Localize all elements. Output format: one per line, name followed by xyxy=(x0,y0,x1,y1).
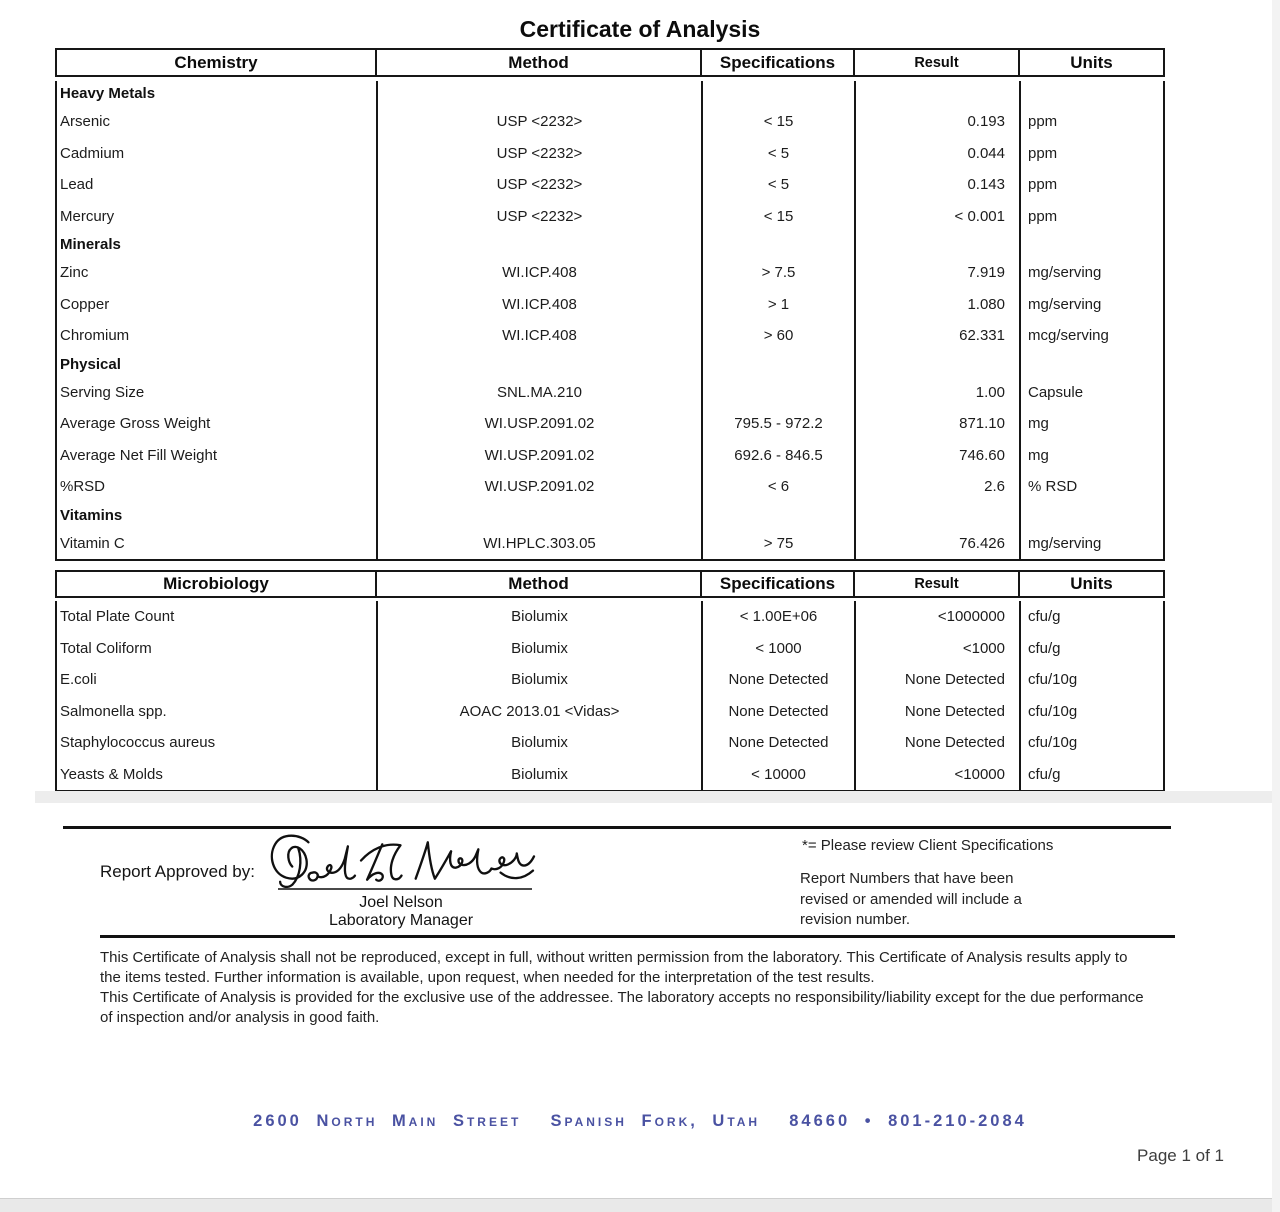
analyte-row xyxy=(57,528,1163,560)
result-cell: < 0.001 xyxy=(855,201,1020,233)
signature-line xyxy=(278,888,532,890)
result-cell: None Detected xyxy=(855,664,1020,696)
column-header-units: Units xyxy=(1070,574,1113,593)
method-cell: WI.HPLC.303.05 xyxy=(377,528,702,560)
chemistry-table xyxy=(57,81,1163,559)
analyte-cell: Average Net Fill Weight xyxy=(57,440,377,472)
result-cell xyxy=(855,503,1020,528)
method-cell xyxy=(377,503,702,528)
analyte-row xyxy=(57,377,1163,409)
section-row xyxy=(57,503,1163,528)
method-cell: AOAC 2013.01 <Vidas> xyxy=(377,696,702,728)
result-cell: 7.919 xyxy=(855,257,1020,289)
specification-cell: 692.6 - 846.5 xyxy=(702,440,855,472)
analyte-cell: Lead xyxy=(57,169,377,201)
analyte-cell: Yeasts & Molds xyxy=(57,759,377,791)
specification-cell: None Detected xyxy=(702,664,855,696)
analyte-cell: Copper xyxy=(57,289,377,321)
page-number: Page 1 of 1 xyxy=(1137,1146,1224,1165)
analyte-cell: %RSD xyxy=(57,471,377,503)
specification-cell xyxy=(702,232,855,257)
result-cell: 871.10 xyxy=(855,408,1020,440)
method-cell: WI.ICP.408 xyxy=(377,257,702,289)
units-cell: Capsule xyxy=(1028,383,1084,401)
method-cell: USP <2232> xyxy=(377,201,702,233)
analyte-row xyxy=(57,696,1163,728)
method-cell xyxy=(377,232,702,257)
column-header-specifications: Specifications xyxy=(702,572,855,596)
result-cell: 746.60 xyxy=(855,440,1020,472)
page-title: Certificate of Analysis xyxy=(519,16,761,42)
specification-cell: < 5 xyxy=(702,138,855,170)
column-header-result: Result xyxy=(855,572,1020,596)
result-cell: None Detected xyxy=(855,696,1020,728)
analyte-row xyxy=(57,601,1163,633)
method-cell xyxy=(377,352,702,377)
units-cell: cfu/g xyxy=(1028,639,1061,657)
method-cell: SNL.MA.210 xyxy=(377,377,702,409)
section-row xyxy=(57,232,1163,257)
specification-cell xyxy=(702,352,855,377)
units-cell: mg xyxy=(1028,415,1049,433)
chemistry-table-body xyxy=(55,81,1165,561)
analyte-row xyxy=(57,289,1163,321)
analyte-row xyxy=(57,471,1163,503)
specification-cell: > 60 xyxy=(702,320,855,352)
method-cell: Biolumix xyxy=(377,727,702,759)
column-header-units: Units xyxy=(1070,52,1113,72)
analyte-row xyxy=(57,201,1163,233)
units-cell: cfu/10g xyxy=(1028,734,1078,752)
column-header-result: Result xyxy=(855,50,1020,75)
analyte-cell: Vitamin C xyxy=(57,528,377,560)
method-cell: WI.ICP.408 xyxy=(377,320,702,352)
analyte-row xyxy=(57,257,1163,289)
analyte-row xyxy=(57,106,1163,138)
disclaimer-paragraph-2: This Certificate of Analysis is provided for the exclusive use of the addressee. The laboratory accepts no responsibility/liability except for the due performance of inspection and/or analysis in good faith. xyxy=(100,989,1144,1026)
report-approved-label: Report Approved by: xyxy=(100,862,255,881)
analyte-cell: Average Gross Weight xyxy=(57,408,377,440)
analyte-cell: Salmonella spp. xyxy=(57,696,377,728)
result-cell xyxy=(855,352,1020,377)
units-cell xyxy=(1020,352,1163,377)
section-label: Vitamins xyxy=(57,503,377,528)
units-cell: ppm xyxy=(1028,144,1058,162)
method-cell: USP <2232> xyxy=(377,106,702,138)
result-cell: 2.6 xyxy=(855,471,1020,503)
specification-cell: < 15 xyxy=(702,106,855,138)
units-cell: ppm xyxy=(1028,207,1058,225)
result-cell xyxy=(855,232,1020,257)
analyte-row xyxy=(57,138,1163,170)
analyte-cell: Arsenic xyxy=(57,106,377,138)
microbiology-table-header xyxy=(55,570,1165,598)
column-header-method: Method xyxy=(377,50,702,75)
result-cell: 0.193 xyxy=(855,106,1020,138)
analyte-cell: Staphylococcus aureus xyxy=(57,727,377,759)
analyte-cell: E.coli xyxy=(57,664,377,696)
specification-cell xyxy=(702,377,855,409)
analyte-cell: Serving Size xyxy=(57,377,377,409)
column-header-specifications: Specifications xyxy=(702,50,855,75)
method-cell: WI.USP.2091.02 xyxy=(377,440,702,472)
analyte-row xyxy=(57,633,1163,665)
method-cell: Biolumix xyxy=(377,664,702,696)
units-cell: cfu/10g xyxy=(1028,671,1078,689)
analyte-row xyxy=(57,759,1163,791)
units-cell xyxy=(1020,81,1163,106)
disclaimer-paragraph-1: This Certificate of Analysis shall not be reproduced, except in full, without written permission from the laboratory. This Certificate of Analysis results apply to the items tested. Further information is available, upon request, when needed for the interpretation of the test results. xyxy=(100,949,1128,986)
result-cell xyxy=(855,81,1020,106)
result-cell: <1000000 xyxy=(855,601,1020,633)
analyte-cell: Chromium xyxy=(57,320,377,352)
method-cell: Biolumix xyxy=(377,601,702,633)
analyte-cell: Mercury xyxy=(57,201,377,233)
analyte-row xyxy=(57,408,1163,440)
units-cell: cfu/10g xyxy=(1028,702,1078,720)
analyte-row xyxy=(57,440,1163,472)
section-label: Minerals xyxy=(57,232,377,257)
specification-cell: < 5 xyxy=(702,169,855,201)
specification-cell: < 15 xyxy=(702,201,855,233)
lab-address-line: 2600 North Main Street Spanish Fork, Utah 84660 • 801-210-2084 xyxy=(253,1112,1027,1130)
result-cell: <10000 xyxy=(855,759,1020,791)
disclaimer-text xyxy=(100,948,1146,1028)
specification-cell: 795.5 - 972.2 xyxy=(702,408,855,440)
units-cell: mg/serving xyxy=(1028,295,1102,313)
specification-cell xyxy=(702,81,855,106)
column-header-chemistry: Chemistry xyxy=(57,50,377,75)
specification-cell: < 1.00E+06 xyxy=(702,601,855,633)
result-cell: 0.044 xyxy=(855,138,1020,170)
section-row xyxy=(57,81,1163,106)
section-label: Heavy Metals xyxy=(57,81,377,106)
chemistry-table-header xyxy=(55,48,1165,77)
result-cell: <1000 xyxy=(855,633,1020,665)
units-cell: mg/serving xyxy=(1028,534,1102,552)
method-cell xyxy=(377,81,702,106)
result-cell: 62.331 xyxy=(855,320,1020,352)
method-cell: USP <2232> xyxy=(377,138,702,170)
scan-shadow-band xyxy=(35,791,1280,803)
method-cell: WI.USP.2091.02 xyxy=(377,408,702,440)
microbiology-table xyxy=(57,601,1163,790)
specification-cell: < 6 xyxy=(702,471,855,503)
method-cell: WI.ICP.408 xyxy=(377,289,702,321)
result-cell: None Detected xyxy=(855,727,1020,759)
units-cell: mg xyxy=(1028,446,1049,464)
analyte-cell: Total Coliform xyxy=(57,633,377,665)
units-cell xyxy=(1020,503,1163,528)
section-label: Physical xyxy=(57,352,377,377)
analyte-row xyxy=(57,169,1163,201)
analyte-cell: Cadmium xyxy=(57,138,377,170)
analyte-row xyxy=(57,727,1163,759)
specification-cell: > 1 xyxy=(702,289,855,321)
analyte-row xyxy=(57,320,1163,352)
specification-cell: None Detected xyxy=(702,727,855,759)
result-cell: 0.143 xyxy=(855,169,1020,201)
result-cell: 1.00 xyxy=(855,377,1020,409)
revision-note: Report Numbers that have been revised or amended will include a revision number. xyxy=(800,870,1022,928)
column-header-method: Method xyxy=(377,572,702,596)
section-row xyxy=(57,352,1163,377)
page-right-edge xyxy=(1272,0,1280,1212)
analyte-cell: Zinc xyxy=(57,257,377,289)
units-cell: mg/serving xyxy=(1028,264,1102,282)
result-cell: 76.426 xyxy=(855,528,1020,560)
method-cell: USP <2232> xyxy=(377,169,702,201)
units-cell: ppm xyxy=(1028,176,1058,194)
units-cell: ppm xyxy=(1028,113,1058,131)
method-cell: Biolumix xyxy=(377,759,702,791)
units-cell: cfu/g xyxy=(1028,608,1061,626)
signature-image xyxy=(268,832,536,891)
signer-name: Joel Nelson xyxy=(359,894,443,911)
analyte-cell: Total Plate Count xyxy=(57,601,377,633)
result-cell: 1.080 xyxy=(855,289,1020,321)
specification-cell: < 10000 xyxy=(702,759,855,791)
analyte-row xyxy=(57,664,1163,696)
page-bottom-edge xyxy=(0,1198,1280,1212)
signer-title: Laboratory Manager xyxy=(328,912,474,929)
units-cell: mcg/serving xyxy=(1028,327,1109,345)
units-cell: % RSD xyxy=(1028,478,1078,496)
specification-cell: None Detected xyxy=(702,696,855,728)
units-cell xyxy=(1020,232,1163,257)
method-cell: WI.USP.2091.02 xyxy=(377,471,702,503)
client-specifications-note: *= Please review Client Specifications xyxy=(802,837,1054,854)
footer-divider-bottom xyxy=(100,935,1175,938)
units-cell: cfu/g xyxy=(1028,765,1061,783)
specification-cell: > 7.5 xyxy=(702,257,855,289)
method-cell: Biolumix xyxy=(377,633,702,665)
specification-cell: > 75 xyxy=(702,528,855,560)
microbiology-table-body xyxy=(55,601,1165,792)
specification-cell xyxy=(702,503,855,528)
specification-cell: < 1000 xyxy=(702,633,855,665)
column-header-microbiology: Microbiology xyxy=(57,572,377,596)
footer-divider-top xyxy=(63,826,1171,829)
